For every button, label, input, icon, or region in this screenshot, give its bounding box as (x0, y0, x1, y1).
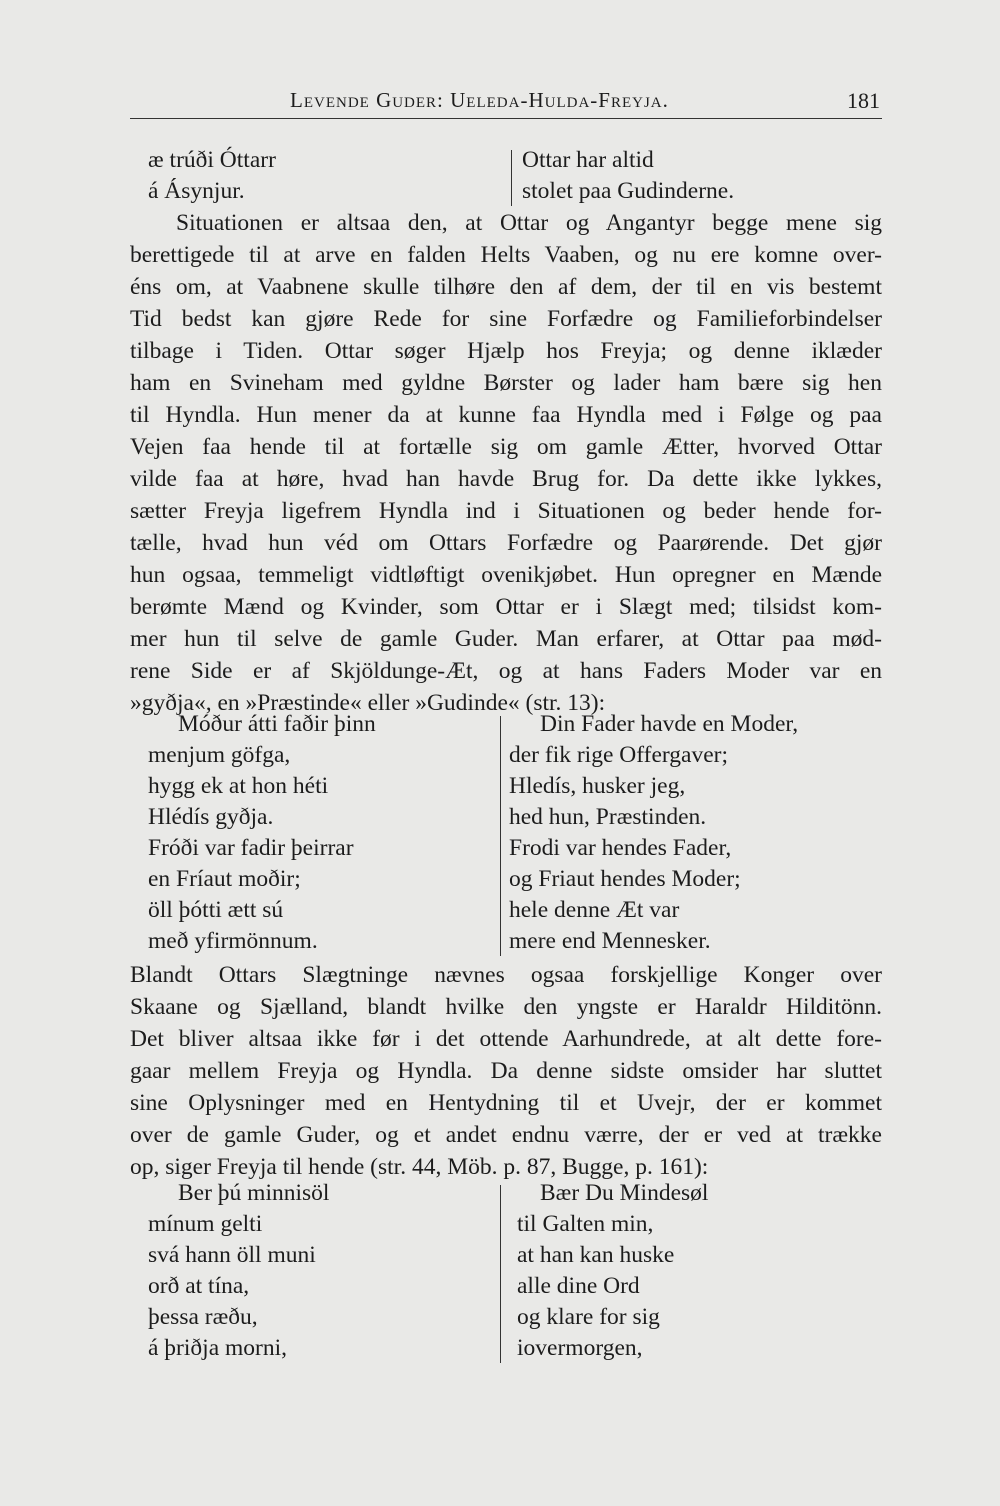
verse-line: mínum gelti (148, 1211, 263, 1237)
verse-line: Hlédís gyðja. (148, 804, 274, 830)
text-line: sætter Freyja ligefrem Hyndla ind i Situationen og beder hende for- (130, 498, 882, 524)
text-line: over de gamle Guder, og et andet endnu værre, der er ved at trække (130, 1122, 882, 1148)
text-line: tælle, hvad hun véd om Ottars Forfædre og Paarørende. Det gjør (130, 530, 882, 556)
verse-translation-line: Ottar har altid (522, 147, 654, 173)
verse-translation-line: og Friaut hendes Moder; (509, 866, 741, 892)
text-line: »gyðja«, en »Præstinde« eller »Gudinde« (str. 13): (130, 690, 606, 716)
text-line: Blandt Ottars Slægtninge nævnes ogsaa forskjellige Konger over (130, 962, 882, 988)
verse-translation-line: Frodi var hendes Fader, (509, 835, 732, 861)
verse-line: orð at tína, (148, 1273, 250, 1299)
verse-translation-line: til Galten min, (517, 1211, 654, 1237)
verse-line: á Ásynjur. (148, 178, 245, 204)
text-line: Situationen er altsaa den, at Ottar og Angantyr begge mene sig (176, 210, 882, 236)
verse-line: með yfirmönnum. (148, 928, 318, 954)
verse-line: á þriðja morni, (148, 1335, 288, 1361)
verse-translation-line: stolet paa Gudinderne. (522, 178, 735, 204)
text-line: Vejen faa hende til at fortælle sig om gamle Ætter, hvorved Ottar (130, 434, 882, 460)
column-divider (500, 716, 501, 956)
text-line: berettigede til at arve en falden Helts Vaaben, og nu ere komne over- (130, 242, 882, 268)
text-line: gaar mellem Freyja og Hyndla. Da denne sidste omsider har sluttet (130, 1058, 882, 1084)
text-line: sine Oplysninger med en Hentydning til et Uvejr, der er kommet (130, 1090, 882, 1116)
verse-translation-line: Din Fader havde en Moder, (540, 711, 799, 737)
verse-translation-line: iovermorgen, (517, 1335, 643, 1361)
verse-line: þessa ræðu, (148, 1304, 258, 1330)
verse-line: Ber þú minnisöl (178, 1180, 330, 1206)
text-line: Tid bedst kan gjøre Rede for sine Forfædre og Familieforbindelser (130, 306, 882, 332)
verse-translation-line: hed hun, Præstinden. (509, 804, 707, 830)
text-line: tilbage i Tiden. Ottar søger Hjælp hos Freyja; og denne iklæder (130, 338, 882, 364)
text-line: til Hyndla. Hun mener da at kunne faa Hyndla med i Følge og paa (130, 402, 882, 428)
verse-translation-line: Hledís, husker jeg, (509, 773, 686, 799)
verse-translation-line: alle dine Ord (517, 1273, 640, 1299)
text-line: éns om, at Vaabnene skulle tilhøre den af dem, der til en vis bestemt (130, 274, 882, 300)
verse-line: menjum göfga, (148, 742, 291, 768)
verse-line: Fróði var fadir þeirrar (148, 835, 354, 861)
text-line: Det bliver altsaa ikke før i det ottende Aarhundrede, at alt dette fore- (130, 1026, 882, 1052)
page-header (130, 88, 882, 119)
text-line: ham en Svineham med gyldne Børster og lader ham bære sig hen (130, 370, 882, 396)
verse-translation-line: hele denne Æt var (509, 897, 680, 923)
text-line: mer hun til selve de gamle Guder. Man erfarer, at Ottar paa mød- (130, 626, 882, 652)
column-divider (511, 150, 512, 206)
text-line: Skaane og Sjælland, blandt hvilke den yngste er Haraldr Hilditönn. (130, 994, 882, 1020)
verse-line: en Fríaut moðir; (148, 866, 301, 892)
text-line: rene Side er af Skjöldunge-Æt, og at hans Faders Moder var en (130, 658, 882, 684)
verse-translation-line: Bær Du Mindesøl (540, 1180, 709, 1206)
verse-translation-line: at han kan huske (517, 1242, 675, 1268)
running-title: Levende Guder: Ueleda-Hulda-Freyja. (290, 88, 669, 112)
verse-translation-line: der fik rige Offergaver; (509, 742, 729, 768)
text-line: hun ogsaa, temmeligt vidtløftigt ovenikjøbet. Hun opregner en Mænde (130, 562, 882, 588)
verse-line: öll þótti ætt sú (148, 897, 284, 923)
verse-line: Móður átti faðir þinn (178, 711, 376, 737)
text-line: vilde faa at høre, hvad han havde Brug for. Da dette ikke lykkes, (130, 466, 882, 492)
verse-translation-line: mere end Mennesker. (509, 928, 711, 954)
verse-line: svá hann öll muni (148, 1242, 316, 1268)
page-number: 181 (847, 88, 880, 113)
verse-line: hygg ek at hon héti (148, 773, 329, 799)
column-divider (500, 1185, 501, 1363)
verse-line: æ trúði Óttarr (148, 147, 276, 173)
text-line: berømte Mænd og Kvinder, som Ottar er i Slægt med; tilsidst kom- (130, 594, 882, 620)
verse-translation-line: og klare for sig (517, 1304, 660, 1330)
text-line: op, siger Freyja til hende (str. 44, Möb. p. 87, Bugge, p. 161): (130, 1154, 709, 1180)
